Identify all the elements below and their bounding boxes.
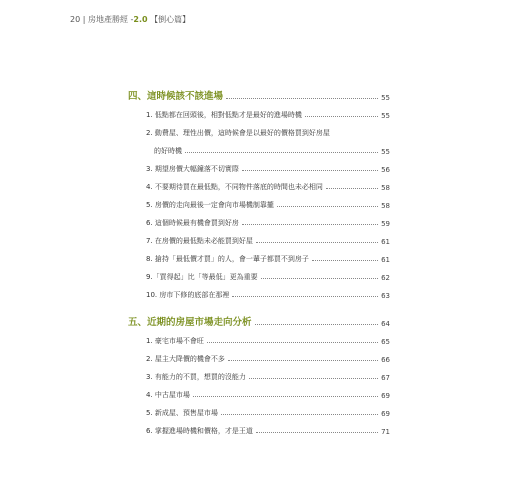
entry-page-number: 65 bbox=[381, 338, 390, 346]
leader-dots bbox=[226, 98, 378, 99]
leader-dots bbox=[255, 324, 379, 325]
entry-page-number: 56 bbox=[381, 166, 390, 174]
entry-page-number: 63 bbox=[381, 292, 390, 300]
leader-dots bbox=[277, 206, 378, 207]
toc-entry[interactable] bbox=[128, 246, 390, 264]
section-page-number: 64 bbox=[381, 320, 390, 328]
toc-section-heading[interactable] bbox=[128, 310, 390, 328]
entry-title: 5. 新成屋、預售屋市場 bbox=[146, 409, 218, 417]
toc-entry[interactable] bbox=[128, 210, 390, 228]
entry-page-number: 67 bbox=[381, 374, 390, 382]
entry-title: 10. 房市下修的底部在那裡 bbox=[146, 291, 230, 299]
section-title: 五、近期的房屋市場走向分析 bbox=[128, 317, 252, 328]
entry-title: 2. 屋主大降價的機會不多 bbox=[146, 355, 225, 363]
toc-entry[interactable] bbox=[128, 228, 390, 246]
entry-title: 1. 低點都在回頭後，相對低點才是最好的進場時機 bbox=[146, 111, 302, 119]
entry-title: 6. 這個時候最有機會買到好房 bbox=[146, 219, 239, 227]
toc-entry[interactable] bbox=[128, 264, 390, 282]
entry-title: 6. 掌握進場時機和價格，才是王道 bbox=[146, 427, 253, 435]
entry-page-number: 58 bbox=[381, 184, 390, 192]
entry-title: 4. 不要期待買在最低點，不同物件落底的時間也未必相同 bbox=[146, 183, 323, 191]
leader-dots bbox=[312, 260, 378, 261]
book-title: 房地產勝經 - bbox=[87, 15, 134, 24]
leader-dots bbox=[261, 278, 378, 279]
entry-title: 7. 在房價的最低點未必能買到好屋 bbox=[146, 237, 253, 245]
entry-title: 1. 豪宅市場不會旺 bbox=[146, 337, 204, 345]
entry-page-number: 69 bbox=[381, 410, 390, 418]
book-version: 2.0 bbox=[133, 15, 148, 24]
section-page-number: 55 bbox=[381, 94, 390, 102]
toc-entry[interactable] bbox=[128, 418, 390, 436]
entry-title: 2. 動費屋、理性出價，這時候會是以最好的價格買到好房屋 bbox=[146, 129, 330, 137]
entry-page-number: 55 bbox=[381, 112, 390, 120]
entry-title: 9.「買得起」比「等最低」更為重要 bbox=[146, 273, 258, 281]
toc-entry[interactable] bbox=[128, 346, 390, 364]
section-title: 四、這時候該不該進場 bbox=[128, 91, 224, 102]
toc-entry[interactable] bbox=[128, 400, 390, 418]
header-section: 【倒心篇】 bbox=[150, 15, 191, 24]
toc-entry[interactable] bbox=[128, 102, 390, 120]
entry-page-number: 62 bbox=[381, 274, 390, 282]
toc-entry[interactable] bbox=[128, 364, 390, 382]
leader-dots bbox=[326, 188, 378, 189]
section-gap bbox=[128, 300, 390, 310]
toc-section-heading[interactable] bbox=[128, 84, 390, 102]
leader-dots bbox=[185, 152, 378, 153]
leader-dots bbox=[207, 342, 378, 343]
entry-title: 8. 搶持「最低價才買」的人，會一輩子都買不到房子 bbox=[146, 255, 309, 263]
toc-entry[interactable] bbox=[128, 174, 390, 192]
entry-page-number: 71 bbox=[381, 428, 390, 436]
entry-page-number: 58 bbox=[381, 202, 390, 210]
leader-dots bbox=[232, 296, 378, 297]
entry-page-number: 59 bbox=[381, 220, 390, 228]
leader-dots bbox=[193, 396, 378, 397]
toc-entry[interactable] bbox=[128, 282, 390, 300]
leader-dots bbox=[242, 224, 378, 225]
toc-entry[interactable] bbox=[128, 192, 390, 210]
entry-page-number: 61 bbox=[381, 238, 390, 246]
leader-dots bbox=[242, 170, 378, 171]
header-separator: | bbox=[82, 15, 86, 24]
toc-entry[interactable] bbox=[128, 328, 390, 346]
entry-title: 5. 房價的走向最後一定會向市場機制靠攏 bbox=[146, 201, 274, 209]
entry-page-number: 61 bbox=[381, 256, 390, 264]
leader-dots bbox=[221, 414, 378, 415]
entry-title: 4. 中古屋市場 bbox=[146, 391, 190, 399]
entry-title: 3. 有能力的不買，想買的沒能力 bbox=[146, 373, 246, 381]
entry-page-number: 55 bbox=[381, 148, 390, 156]
leader-dots bbox=[256, 242, 378, 243]
toc-entry[interactable] bbox=[128, 156, 390, 174]
toc-entry-continuation[interactable] bbox=[128, 138, 390, 156]
entry-page-number: 66 bbox=[381, 356, 390, 364]
running-header bbox=[70, 14, 190, 25]
entry-page-number: 69 bbox=[381, 392, 390, 400]
leader-dots bbox=[256, 432, 378, 433]
leader-dots bbox=[249, 378, 378, 379]
entry-title: 的好時機 bbox=[154, 147, 182, 155]
toc-entry[interactable] bbox=[128, 382, 390, 400]
toc-entry[interactable] bbox=[128, 120, 390, 138]
leader-dots bbox=[305, 116, 378, 117]
table-of-contents bbox=[128, 84, 390, 436]
entry-title: 3. 期望房價大幅鐘落不切實際 bbox=[146, 165, 239, 173]
leader-dots bbox=[228, 360, 378, 361]
page-number: 20 bbox=[70, 15, 81, 24]
